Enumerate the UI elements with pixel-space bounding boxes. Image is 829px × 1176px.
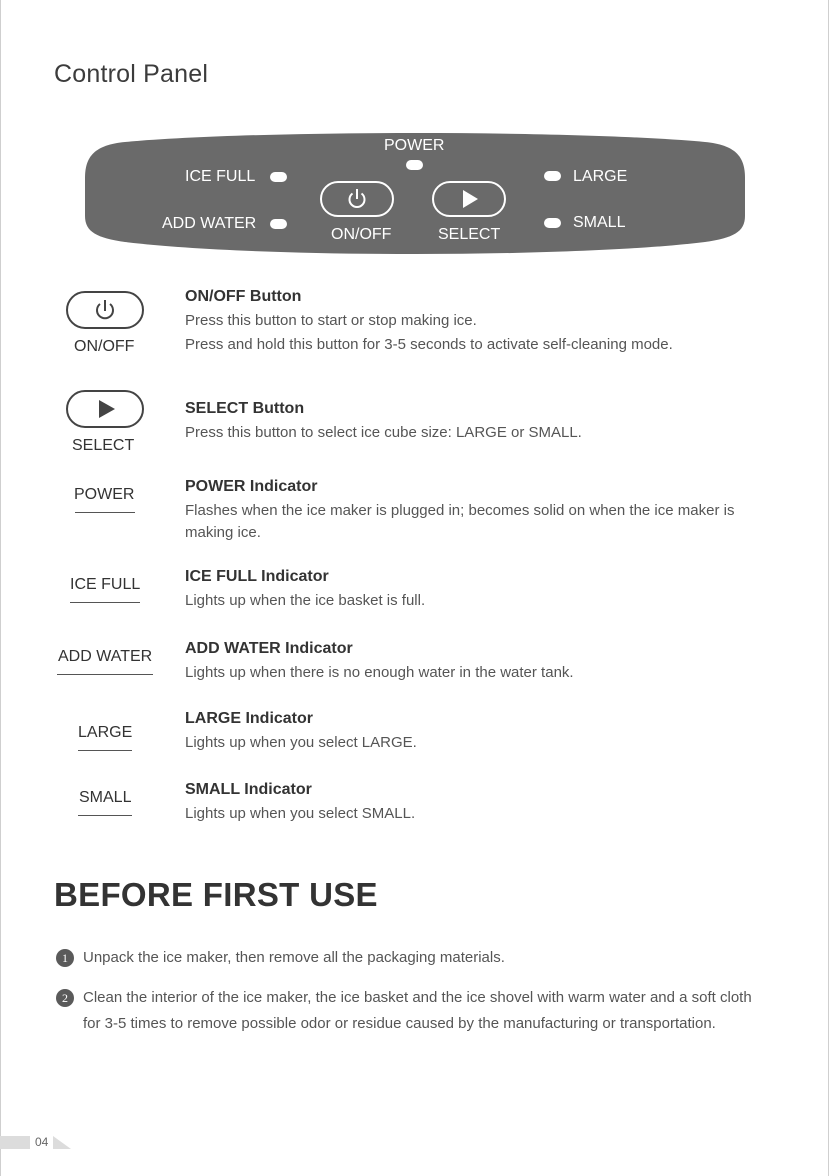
panel-add-water-label: ADD WATER	[162, 215, 257, 232]
small-description-line-1: Lights up when you select SMALL.	[185, 805, 416, 822]
panel-large-led	[544, 171, 561, 181]
footer-triangle	[53, 1136, 71, 1149]
small-indicator-label: SMALL	[79, 789, 132, 806]
large-description-line-1: Lights up when you select LARGE.	[185, 734, 417, 751]
power-underline	[75, 512, 135, 513]
ice-full-title: ICE FULL Indicator	[185, 568, 329, 585]
play-icon	[68, 392, 142, 426]
large-underline	[78, 750, 132, 751]
power-description	[185, 500, 775, 544]
power-icon	[322, 183, 392, 215]
panel-select-label: SELECT	[438, 226, 501, 243]
on-off-button-illustration	[66, 291, 144, 329]
add-water-indicator-label: ADD WATER	[58, 648, 153, 665]
large-indicator-label: LARGE	[78, 724, 133, 741]
panel-large-label: LARGE	[573, 168, 628, 185]
large-title: LARGE Indicator	[185, 710, 314, 727]
add-water-title: ADD WATER Indicator	[185, 640, 353, 657]
power-title: POWER Indicator	[185, 478, 318, 495]
step-1-text: Unpack the ice maker, then remove all the packaging materials.	[83, 949, 505, 966]
power-icon	[68, 293, 142, 327]
panel-add-water-led	[270, 219, 287, 229]
panel-power-led	[406, 160, 423, 170]
step-2-text: Clean the interior of the ice maker, the ice basket and the ice shovel with warm water and a soft cloth for 3-5 times to remove possible odor or residue caused by the manufacturing or transportation.	[83, 989, 752, 1032]
panel-power-label: POWER	[384, 137, 445, 154]
on-off-description	[185, 310, 775, 356]
ice-full-description-line-1: Lights up when the ice basket is full.	[185, 592, 426, 609]
control-panel-illustration	[85, 128, 745, 258]
small-description	[185, 803, 775, 825]
panel-ice-full-label: ICE FULL	[185, 168, 256, 185]
before-first-use-heading: BEFORE FIRST USE	[54, 876, 378, 913]
step-1-number-badge: 1	[56, 949, 74, 967]
small-underline	[78, 815, 132, 816]
small-title: SMALL Indicator	[185, 781, 312, 798]
footer-bar	[0, 1136, 30, 1149]
select-description-line-1: Press this button to select ice cube size: LARGE or SMALL.	[185, 424, 582, 441]
panel-select-button	[432, 181, 506, 217]
large-description	[185, 732, 775, 754]
page-edge-left	[0, 0, 1, 1176]
power-indicator-label: POWER	[74, 486, 135, 503]
select-icon-label: SELECT	[72, 437, 135, 454]
step-2-number-badge: 2	[56, 989, 74, 1007]
page-number: 04	[35, 1135, 49, 1149]
select-description	[185, 422, 775, 444]
add-water-description	[185, 662, 775, 684]
ice-full-indicator-label: ICE FULL	[70, 576, 141, 593]
select-title: SELECT Button	[185, 400, 305, 417]
play-icon	[434, 183, 504, 215]
panel-ice-full-led	[270, 172, 287, 182]
on-off-title: ON/OFF Button	[185, 288, 302, 305]
on-off-icon-label: ON/OFF	[74, 338, 135, 355]
add-water-description-line-1: Lights up when there is no enough water in the water tank.	[185, 664, 574, 681]
control-panel-heading: Control Panel	[54, 60, 209, 88]
panel-small-label: SMALL	[573, 214, 626, 231]
panel-on-off-button	[320, 181, 394, 217]
add-water-underline	[57, 674, 153, 675]
select-button-illustration	[66, 390, 144, 428]
panel-small-led	[544, 218, 561, 228]
ice-full-underline	[70, 602, 140, 603]
power-description-line-1: Flashes when the ice maker is plugged in; becomes solid on when the ice maker is making ice.	[185, 502, 735, 541]
on-off-description-line-2: Press and hold this button for 3-5 seconds to activate self-cleaning mode.	[185, 336, 673, 353]
on-off-description-line-1: Press this button to start or stop making ice.	[185, 312, 477, 329]
panel-on-off-label: ON/OFF	[331, 226, 392, 243]
ice-full-description	[185, 590, 775, 612]
